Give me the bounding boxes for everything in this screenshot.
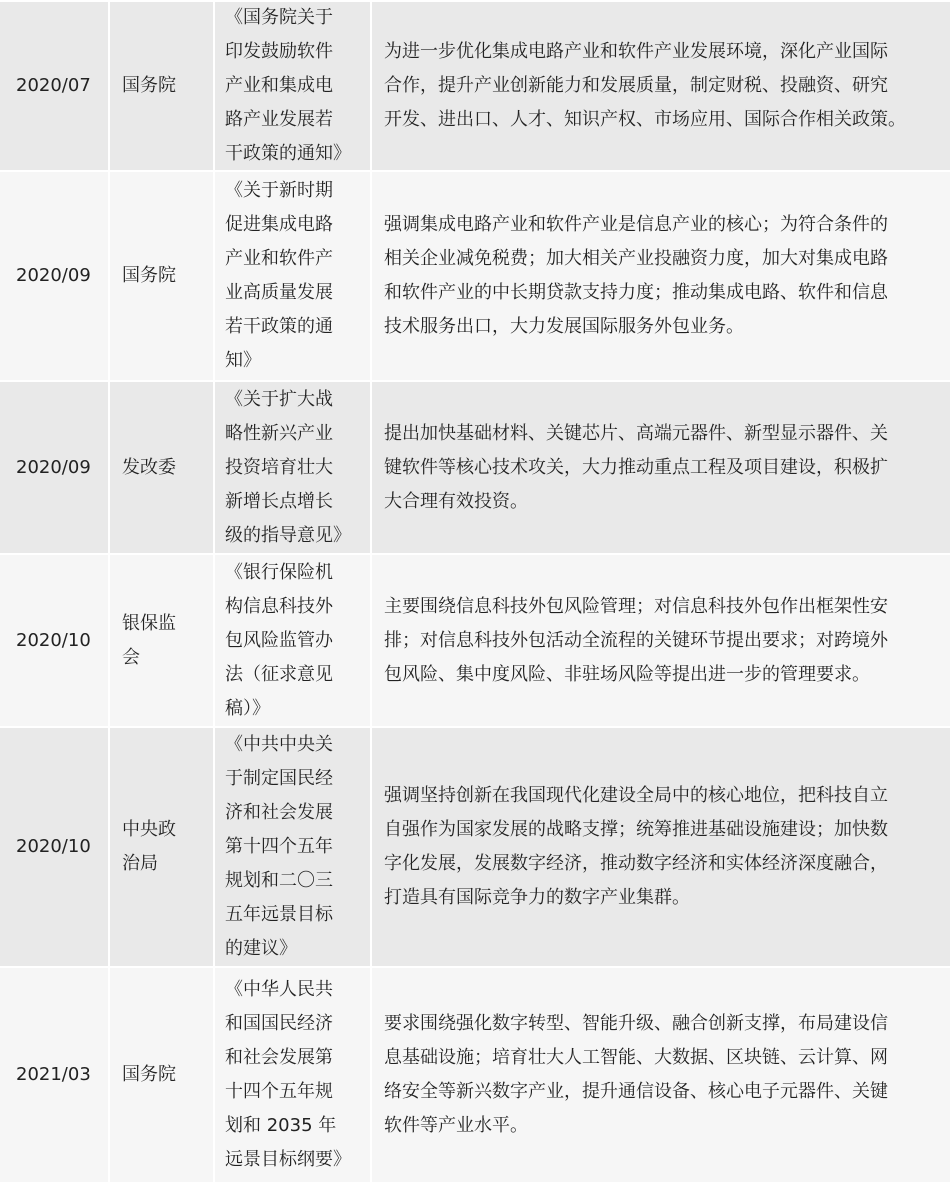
agency-cell: 国务院 (110, 968, 213, 1182)
content-cell: 为进一步优化集成电路产业和软件产业发展环境，深化产业国际 合作，提升产业创新能力和发展质量，制定财税、投融资、研究 开发、进出口、人才、知识产权、市场应用、国际合作相关政策。 (372, 2, 950, 170)
date-cell: 2020/10 (0, 555, 108, 726)
table-row (0, 382, 950, 553)
content-cell: 主要围绕信息科技外包风险管理；对信息科技外包作出框架性安 排；对信息科技外包活动全流程的关键环节提出要求；对跨境外 包风险、集中度风险、非驻场风险等提出进一步的管理要求。 (372, 555, 950, 726)
date-cell: 2020/10 (0, 728, 108, 966)
table-row (0, 2, 950, 170)
title-cell: 《关于新时期 促进集成电路 产业和软件产 业高质量发展 若干政策的通 知》 (215, 172, 370, 380)
content-cell: 提出加快基础材料、关键芯片、高端元器件、新型显示器件、关 键软件等核心技术攻关，大力推动重点工程及项目建设，积极扩 大合理有效投资。 (372, 382, 950, 553)
table-row (0, 728, 950, 966)
agency-cell: 银保监 会 (110, 555, 213, 726)
date-cell: 2020/07 (0, 2, 108, 170)
agency-cell: 国务院 (110, 2, 213, 170)
content-cell: 强调坚持创新在我国现代化建设全局中的核心地位，把科技自立 自强作为国家发展的战略支撑；统筹推进基础设施建设；加快数 字化发展，发展数字经济，推动数字经济和实体经济深度融合， 打造具有国际竞争力的数字产业集群。 (372, 728, 950, 966)
date-cell: 2021/03 (0, 968, 108, 1182)
title-cell: 《银行保险机 构信息科技外 包风险监管办 法（征求意见 稿）》 (215, 555, 370, 726)
agency-cell: 国务院 (110, 172, 213, 380)
content-cell: 要求围绕强化数字转型、智能升级、融合创新支撑，布局建设信 息基础设施；培育壮大人工智能、大数据、区块链、云计算、网 络安全等新兴数字产业，提升通信设备、核心电子元器件、关键 软件等产业水平。 (372, 968, 950, 1182)
title-cell: 《中共中央关 于制定国民经 济和社会发展 第十四个五年 规划和二〇三 五年远景目标 的建议》 (215, 728, 370, 966)
title-cell: 《关于扩大战 略性新兴产业 投资培育壮大 新增长点增长 级的指导意见》 (215, 382, 370, 553)
title-cell: 《中华人民共 和国国民经济 和社会发展第 十四个五年规 划和 2035 年 远景目标纲要》 (215, 968, 370, 1182)
table-row (0, 555, 950, 726)
agency-cell: 中央政 治局 (110, 728, 213, 966)
table-row (0, 172, 950, 380)
date-cell: 2020/09 (0, 172, 108, 380)
content-cell: 强调集成电路产业和软件产业是信息产业的核心；为符合条件的 相关企业减免税费；加大相关产业投融资力度，加大对集成电路 和软件产业的中长期贷款支持力度；推动集成电路、软件和信息 技术服务出口，大力发展国际服务外包业务。 (372, 172, 950, 380)
table-row (0, 968, 950, 1182)
date-cell: 2020/09 (0, 382, 108, 553)
title-cell: 《国务院关于 印发鼓励软件 产业和集成电 路产业发展若 干政策的通知》 (215, 2, 370, 170)
agency-cell: 发改委 (110, 382, 213, 553)
